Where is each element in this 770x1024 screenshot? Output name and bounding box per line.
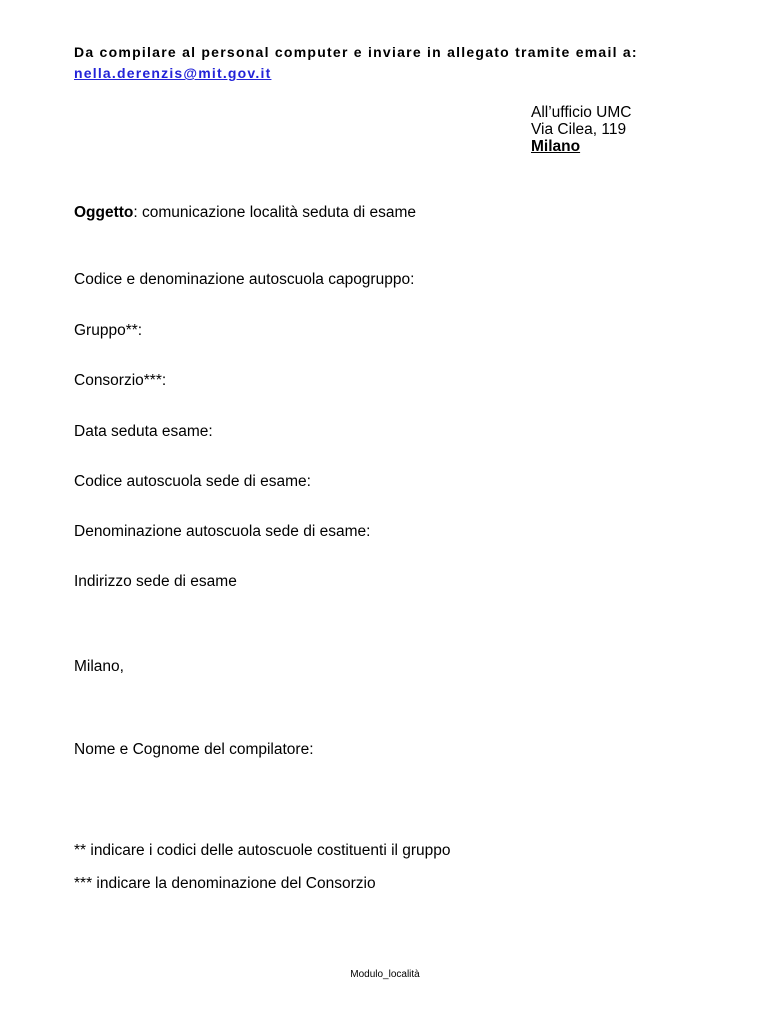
recipient-street: Via Cilea, 119 bbox=[531, 121, 627, 138]
field-indirizzo-sede: Indirizzo sede di esame bbox=[74, 573, 237, 590]
instruction-text: Da compilare al personal computer e inviare in allegato tramite email a: bbox=[74, 44, 638, 60]
field-codice-capogruppo: Codice e denominazione autoscuola capogruppo: bbox=[74, 271, 415, 288]
compiler-name-field: Nome e Cognome del compilatore: bbox=[74, 741, 314, 758]
field-codice-sede: Codice autoscuola sede di esame: bbox=[74, 473, 311, 490]
place-date: Milano, bbox=[74, 658, 124, 675]
footer-label: Modulo_località bbox=[350, 969, 420, 980]
field-denominazione-sede: Denominazione autoscuola sede di esame: bbox=[74, 523, 371, 540]
note-consorzio: *** indicare la denominazione del Consorzio bbox=[74, 875, 376, 892]
note-gruppo: ** indicare i codici delle autoscuole costituenti il gruppo bbox=[74, 842, 451, 859]
field-gruppo: Gruppo**: bbox=[74, 322, 143, 339]
email-link[interactable]: nella.derenzis@mit.gov.it bbox=[74, 65, 272, 81]
recipient-office: All’ufficio UMC bbox=[531, 104, 632, 121]
subject-label: Oggetto bbox=[74, 204, 134, 221]
field-data-seduta: Data seduta esame: bbox=[74, 423, 213, 440]
subject-line bbox=[74, 204, 416, 222]
subject-text: : comunicazione località seduta di esame bbox=[133, 204, 417, 221]
field-consorzio: Consorzio***: bbox=[74, 372, 167, 389]
recipient-city: Milano bbox=[531, 138, 581, 155]
